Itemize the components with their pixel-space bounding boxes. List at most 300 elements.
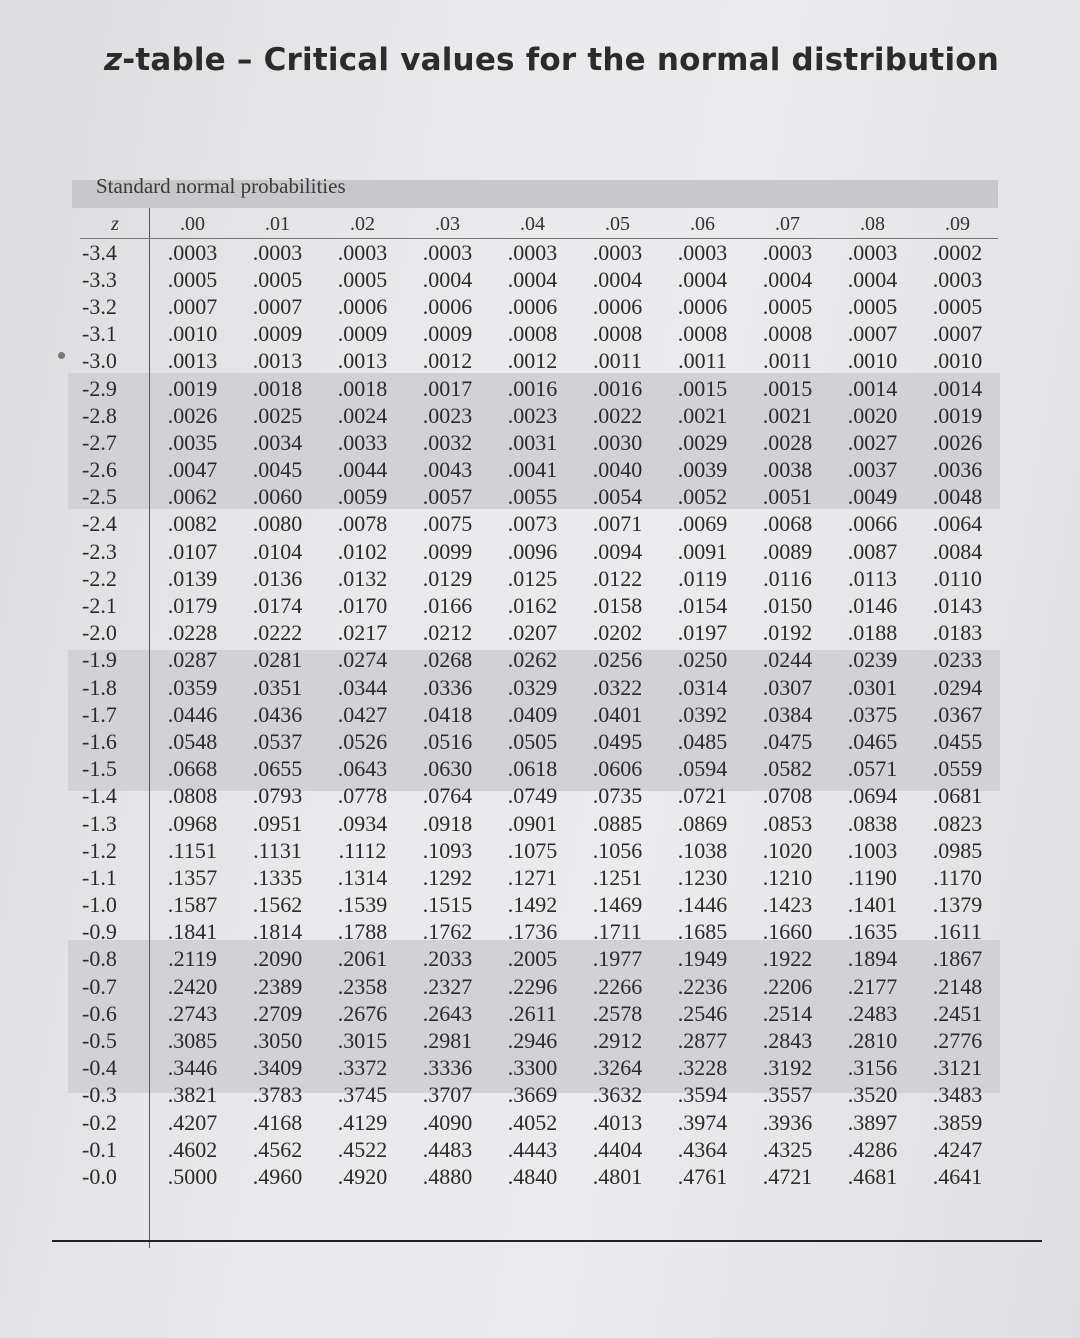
probability-cell: .0007 — [167, 293, 218, 319]
probability-cell: .0041 — [507, 457, 558, 483]
probability-cell: .0016 — [592, 375, 643, 401]
probability-cell: .0006 — [337, 293, 388, 319]
probability-cell: .0038 — [762, 457, 813, 483]
table-row — [80, 701, 1000, 728]
probability-cell: .0244 — [762, 647, 813, 673]
probability-cell: .0179 — [167, 593, 218, 619]
probability-cell: .0427 — [337, 701, 388, 727]
table-row — [80, 592, 1000, 619]
probability-cell: .3632 — [592, 1082, 643, 1108]
probability-cell: .1093 — [422, 837, 473, 863]
probability-cell: .0014 — [847, 375, 898, 401]
bottom-rule — [52, 1240, 1042, 1242]
probability-cell: .0071 — [592, 511, 643, 537]
probability-cell: .0154 — [677, 593, 728, 619]
probability-cell: .0314 — [677, 674, 728, 700]
probability-cell: .2033 — [422, 946, 473, 972]
probability-cell: .1814 — [252, 919, 303, 945]
probability-cell: .1131 — [253, 837, 302, 863]
probability-cell: .0582 — [762, 756, 813, 782]
probability-cell: .0735 — [592, 783, 643, 809]
probability-cell: .0009 — [337, 321, 388, 347]
probability-cell: .0287 — [167, 647, 218, 673]
probability-cell: .1379 — [932, 892, 983, 918]
probability-cell: .1251 — [592, 864, 643, 890]
probability-cell: .0003 — [507, 239, 558, 265]
probability-cell: .1190 — [848, 864, 897, 890]
table-caption: Standard normal probabilities — [96, 174, 346, 198]
probability-cell: .0885 — [592, 810, 643, 836]
probability-cell: .0035 — [167, 429, 218, 455]
probability-cell: .0003 — [252, 239, 303, 265]
z-value-cell: -0.0 — [82, 1163, 117, 1189]
probability-cell: .0132 — [337, 565, 388, 591]
probability-cell: .0024 — [337, 402, 388, 428]
table-row — [80, 973, 1000, 1000]
probability-cell: .3821 — [167, 1082, 218, 1108]
probability-cell: .0013 — [167, 348, 218, 374]
probability-cell: .1562 — [252, 892, 303, 918]
probability-cell: .0025 — [252, 402, 303, 428]
probability-cell: .3192 — [762, 1055, 813, 1081]
table-row — [80, 565, 1000, 592]
probability-cell: .3446 — [167, 1055, 218, 1081]
probability-cell: .0901 — [507, 810, 558, 836]
probability-cell: .3085 — [167, 1028, 218, 1054]
probability-cell: .0028 — [762, 429, 813, 455]
probability-cell: .0008 — [592, 321, 643, 347]
probability-cell: .0005 — [762, 293, 813, 319]
page-title — [104, 42, 999, 78]
probability-cell: .0011 — [593, 348, 642, 374]
probability-cell: .0087 — [847, 538, 898, 564]
probability-cell: .0143 — [932, 593, 983, 619]
z-value-cell: -2.4 — [82, 511, 117, 537]
probability-cell: .0004 — [677, 266, 728, 292]
probability-cell: .0183 — [932, 620, 983, 646]
probability-cell: .3557 — [762, 1082, 813, 1108]
probability-cell: .0207 — [507, 620, 558, 646]
table-row — [80, 756, 1000, 783]
z-value-cell: -1.4 — [82, 783, 117, 809]
probability-cell: .2676 — [337, 1000, 388, 1026]
probability-cell: .0003 — [422, 239, 473, 265]
probability-cell: .0643 — [337, 756, 388, 782]
probability-cell: .0006 — [422, 293, 473, 319]
probability-cell: .0018 — [337, 375, 388, 401]
probability-cell: .2177 — [847, 973, 898, 999]
probability-cell: .0537 — [252, 728, 303, 754]
probability-cell: .0031 — [507, 429, 558, 455]
probability-cell: .0465 — [847, 728, 898, 754]
probability-cell: .0008 — [762, 321, 813, 347]
probability-cell: .0012 — [507, 348, 558, 374]
probability-cell: .0015 — [762, 375, 813, 401]
z-value-cell: -1.8 — [82, 674, 117, 700]
probability-cell: .2090 — [252, 946, 303, 972]
probability-cell: .0013 — [252, 348, 303, 374]
probability-cell: .4483 — [422, 1136, 473, 1162]
z-value-cell: -1.9 — [82, 647, 117, 673]
probability-cell: .4920 — [337, 1163, 388, 1189]
probability-cell: .0005 — [932, 293, 983, 319]
z-value-cell: -1.7 — [82, 701, 117, 727]
table-row — [80, 864, 1000, 891]
z-value-cell: -3.3 — [82, 266, 117, 292]
probability-cell: .3745 — [337, 1082, 388, 1108]
probability-cell: .0968 — [167, 810, 218, 836]
probability-cell: .1292 — [422, 864, 473, 890]
probability-cell: .1736 — [507, 919, 558, 945]
z-value-cell: -0.4 — [82, 1055, 117, 1081]
z-value-cell: -2.3 — [82, 538, 117, 564]
probability-cell: .0268 — [422, 647, 473, 673]
table-row — [80, 348, 1000, 375]
probability-cell: .3974 — [677, 1109, 728, 1135]
probability-cell: .0075 — [422, 511, 473, 537]
probability-cell: .0951 — [252, 810, 303, 836]
column-header: .01 — [265, 212, 290, 235]
z-value-cell: -1.1 — [82, 864, 117, 890]
probability-cell: .0392 — [677, 701, 728, 727]
probability-cell: .0668 — [167, 756, 218, 782]
probability-cell: .1230 — [677, 864, 728, 890]
probability-cell: .0119 — [678, 565, 727, 591]
probability-cell: .0274 — [337, 647, 388, 673]
probability-cell: .0010 — [847, 348, 898, 374]
z-column-header: z — [111, 212, 119, 235]
page-title-text: -table – Critical values for the normal distribution — [122, 42, 1000, 78]
probability-cell: .1423 — [762, 892, 813, 918]
z-value-cell: -0.6 — [82, 1000, 117, 1026]
probability-cell: .0010 — [167, 321, 218, 347]
probability-cell: .0068 — [762, 511, 813, 537]
probability-cell: .0004 — [592, 266, 643, 292]
probability-cell: .0023 — [507, 402, 558, 428]
probability-cell: .2358 — [337, 973, 388, 999]
probability-cell: .0322 — [592, 674, 643, 700]
probability-cell: .0078 — [337, 511, 388, 537]
probability-cell: .1762 — [422, 919, 473, 945]
table-row — [80, 674, 1000, 701]
z-value-cell: -2.1 — [82, 593, 117, 619]
probability-cell: .4247 — [932, 1136, 983, 1162]
probability-cell: .0125 — [507, 565, 558, 591]
probability-cell: .3897 — [847, 1109, 898, 1135]
probability-cell: .4761 — [677, 1163, 728, 1189]
probability-cell: .1515 — [422, 892, 473, 918]
probability-cell: .0003 — [337, 239, 388, 265]
probability-cell: .2005 — [507, 946, 558, 972]
probability-cell: .2912 — [592, 1028, 643, 1054]
probability-cell: .0039 — [677, 457, 728, 483]
probability-cell: .0559 — [932, 756, 983, 782]
probability-cell: .0150 — [762, 593, 813, 619]
z-value-cell: -0.7 — [82, 973, 117, 999]
probability-cell: .0066 — [847, 511, 898, 537]
probability-cell: .0838 — [847, 810, 898, 836]
z-value-cell: -2.6 — [82, 457, 117, 483]
probability-cell: .1075 — [507, 837, 558, 863]
probability-cell: .0082 — [167, 511, 218, 537]
probability-cell: .0020 — [847, 402, 898, 428]
table-row — [80, 239, 1000, 266]
probability-cell: .2327 — [422, 973, 473, 999]
probability-cell: .0222 — [252, 620, 303, 646]
probability-cell: .0084 — [932, 538, 983, 564]
z-value-cell: -1.3 — [82, 810, 117, 836]
probability-cell: .0022 — [592, 402, 643, 428]
probability-cell: .0409 — [507, 701, 558, 727]
z-value-cell: -3.0 — [82, 348, 117, 374]
column-header: .05 — [605, 212, 630, 235]
probability-cell: .0015 — [677, 375, 728, 401]
probability-cell: .0351 — [252, 674, 303, 700]
probability-cell: .0116 — [763, 565, 812, 591]
probability-cell: .0006 — [507, 293, 558, 319]
probability-cell: .0418 — [422, 701, 473, 727]
probability-cell: .0495 — [592, 728, 643, 754]
probability-cell: .0094 — [592, 538, 643, 564]
probability-cell: .0089 — [762, 538, 813, 564]
probability-cell: .0032 — [422, 429, 473, 455]
probability-cell: .2946 — [507, 1028, 558, 1054]
probability-cell: .0057 — [422, 484, 473, 510]
probability-cell: .3228 — [677, 1055, 728, 1081]
probability-cell: .4325 — [762, 1136, 813, 1162]
z-value-cell: -3.2 — [82, 293, 117, 319]
probability-cell: .4364 — [677, 1136, 728, 1162]
probability-cell: .0778 — [337, 783, 388, 809]
probability-cell: .0023 — [422, 402, 473, 428]
z-value-cell: -0.5 — [82, 1028, 117, 1054]
column-header: .08 — [860, 212, 885, 235]
probability-cell: .0013 — [337, 348, 388, 374]
probability-cell: .4840 — [507, 1163, 558, 1189]
probability-cell: .0051 — [762, 484, 813, 510]
table-row — [80, 1109, 1000, 1136]
probability-cell: .0011 — [678, 348, 727, 374]
table-row — [80, 1136, 1000, 1163]
z-value-cell: -3.1 — [82, 321, 117, 347]
probability-cell: .1003 — [847, 837, 898, 863]
probability-cell: .3050 — [252, 1028, 303, 1054]
z-value-cell: -0.8 — [82, 946, 117, 972]
probability-cell: .0808 — [167, 783, 218, 809]
z-value-cell: -1.2 — [82, 837, 117, 863]
probability-cell: .1112 — [338, 837, 387, 863]
table-row — [80, 321, 1000, 348]
probability-cell: .3300 — [507, 1055, 558, 1081]
probability-cell: .0005 — [847, 293, 898, 319]
probability-cell: .0485 — [677, 728, 728, 754]
probability-cell: .4562 — [252, 1136, 303, 1162]
table-row — [80, 266, 1000, 293]
probability-cell: .1271 — [507, 864, 558, 890]
probability-cell: .0045 — [252, 457, 303, 483]
table-row — [80, 1055, 1000, 1082]
probability-cell: .0630 — [422, 756, 473, 782]
probability-cell: .0367 — [932, 701, 983, 727]
probability-cell: .2061 — [337, 946, 388, 972]
probability-cell: .0006 — [677, 293, 728, 319]
z-value-cell: -0.3 — [82, 1082, 117, 1108]
probability-cell: .4960 — [252, 1163, 303, 1189]
page-title-variable: z — [104, 42, 123, 78]
probability-cell: .0455 — [932, 728, 983, 754]
column-header: .09 — [945, 212, 970, 235]
probability-cell: .0044 — [337, 457, 388, 483]
probability-cell: .1314 — [337, 864, 388, 890]
probability-cell: .1587 — [167, 892, 218, 918]
probability-cell: .0003 — [847, 239, 898, 265]
probability-cell: .0018 — [252, 375, 303, 401]
z-value-cell: -1.5 — [82, 756, 117, 782]
probability-cell: .0985 — [932, 837, 983, 863]
probability-cell: .2843 — [762, 1028, 813, 1054]
probability-cell: .4013 — [592, 1109, 643, 1135]
probability-cell: .0262 — [507, 647, 558, 673]
table-row — [80, 892, 1000, 919]
probability-cell: .0004 — [422, 266, 473, 292]
probability-cell: .0158 — [592, 593, 643, 619]
probability-cell: .3483 — [932, 1082, 983, 1108]
z-value-cell: -1.0 — [82, 892, 117, 918]
probability-cell: .0721 — [677, 783, 728, 809]
probability-cell: .2514 — [762, 1000, 813, 1026]
probability-cell: .0188 — [847, 620, 898, 646]
probability-cell: .2981 — [422, 1028, 473, 1054]
probability-cell: .1401 — [847, 892, 898, 918]
probability-cell: .0052 — [677, 484, 728, 510]
table-header-row — [80, 209, 1000, 239]
table-row — [80, 810, 1000, 837]
probability-cell: .2743 — [167, 1000, 218, 1026]
probability-cell: .0107 — [167, 538, 218, 564]
probability-cell: .0606 — [592, 756, 643, 782]
z-value-cell: -0.9 — [82, 919, 117, 945]
table-row — [80, 1000, 1000, 1027]
probability-cell: .0146 — [847, 593, 898, 619]
probability-cell: .0009 — [252, 321, 303, 347]
table-row — [80, 457, 1000, 484]
probability-cell: .0162 — [507, 593, 558, 619]
table-row — [80, 946, 1000, 973]
probability-cell: .3707 — [422, 1082, 473, 1108]
z-value-cell: -2.9 — [82, 375, 117, 401]
probability-cell: .3520 — [847, 1082, 898, 1108]
probability-cell: .0055 — [507, 484, 558, 510]
probability-cell: .1867 — [932, 946, 983, 972]
table-row — [80, 293, 1000, 320]
table-row — [80, 484, 1000, 511]
probability-cell: .0228 — [167, 620, 218, 646]
probability-cell: .1788 — [337, 919, 388, 945]
probability-cell: .0026 — [932, 429, 983, 455]
probability-cell: .2148 — [932, 973, 983, 999]
probability-cell: .1635 — [847, 919, 898, 945]
probability-cell: .0026 — [167, 402, 218, 428]
probability-cell: .0005 — [167, 266, 218, 292]
table-row — [80, 783, 1000, 810]
probability-cell: .3015 — [337, 1028, 388, 1054]
probability-cell: .0113 — [848, 565, 897, 591]
probability-cell: .0708 — [762, 783, 813, 809]
probability-cell: .0054 — [592, 484, 643, 510]
probability-cell: .0571 — [847, 756, 898, 782]
probability-cell: .0008 — [677, 321, 728, 347]
probability-cell: .4404 — [592, 1136, 643, 1162]
probability-cell: .0012 — [422, 348, 473, 374]
probability-cell: .4801 — [592, 1163, 643, 1189]
probability-cell: .0007 — [847, 321, 898, 347]
probability-cell: .2296 — [507, 973, 558, 999]
probability-cell: .1469 — [592, 892, 643, 918]
probability-cell: .4090 — [422, 1109, 473, 1135]
probability-cell: .0004 — [507, 266, 558, 292]
bullet-mark — [58, 352, 65, 359]
probability-cell: .0548 — [167, 728, 218, 754]
probability-cell: .0027 — [847, 429, 898, 455]
probability-cell: .2451 — [932, 1000, 983, 1026]
probability-cell: .0329 — [507, 674, 558, 700]
probability-cell: .0007 — [932, 321, 983, 347]
probability-cell: .0003 — [592, 239, 643, 265]
probability-cell: .0436 — [252, 701, 303, 727]
probability-cell: .0202 — [592, 620, 643, 646]
table-body — [80, 239, 1000, 1191]
probability-cell: .0170 — [337, 593, 388, 619]
probability-cell: .1949 — [677, 946, 728, 972]
probability-cell: .0197 — [677, 620, 728, 646]
probability-cell: .1020 — [762, 837, 813, 863]
probability-cell: .0853 — [762, 810, 813, 836]
probability-cell: .1539 — [337, 892, 388, 918]
probability-cell: .3594 — [677, 1082, 728, 1108]
probability-cell: .0043 — [422, 457, 473, 483]
probability-cell: .1660 — [762, 919, 813, 945]
probability-cell: .4168 — [252, 1109, 303, 1135]
probability-cell: .2389 — [252, 973, 303, 999]
probability-cell: .0618 — [507, 756, 558, 782]
probability-cell: .2643 — [422, 1000, 473, 1026]
probability-cell: .0033 — [337, 429, 388, 455]
probability-cell: .0526 — [337, 728, 388, 754]
probability-cell: .2709 — [252, 1000, 303, 1026]
probability-cell: .0694 — [847, 783, 898, 809]
probability-cell: .4602 — [167, 1136, 218, 1162]
z-table — [80, 209, 1000, 1191]
probability-cell: .0307 — [762, 674, 813, 700]
probability-cell: .2810 — [847, 1028, 898, 1054]
probability-cell: .0110 — [933, 565, 982, 591]
z-value-cell: -2.0 — [82, 620, 117, 646]
probability-cell: .0934 — [337, 810, 388, 836]
probability-cell: .3156 — [847, 1055, 898, 1081]
probability-cell: .2420 — [167, 973, 218, 999]
probability-cell: .0823 — [932, 810, 983, 836]
probability-cell: .0655 — [252, 756, 303, 782]
probability-cell: .1056 — [592, 837, 643, 863]
probability-cell: .4681 — [847, 1163, 898, 1189]
probability-cell: .2483 — [847, 1000, 898, 1026]
probability-cell: .0014 — [932, 375, 983, 401]
probability-cell: .2236 — [677, 973, 728, 999]
probability-cell: .2266 — [592, 973, 643, 999]
probability-cell: .0003 — [167, 239, 218, 265]
probability-cell: .0009 — [422, 321, 473, 347]
probability-cell: .0002 — [932, 239, 983, 265]
